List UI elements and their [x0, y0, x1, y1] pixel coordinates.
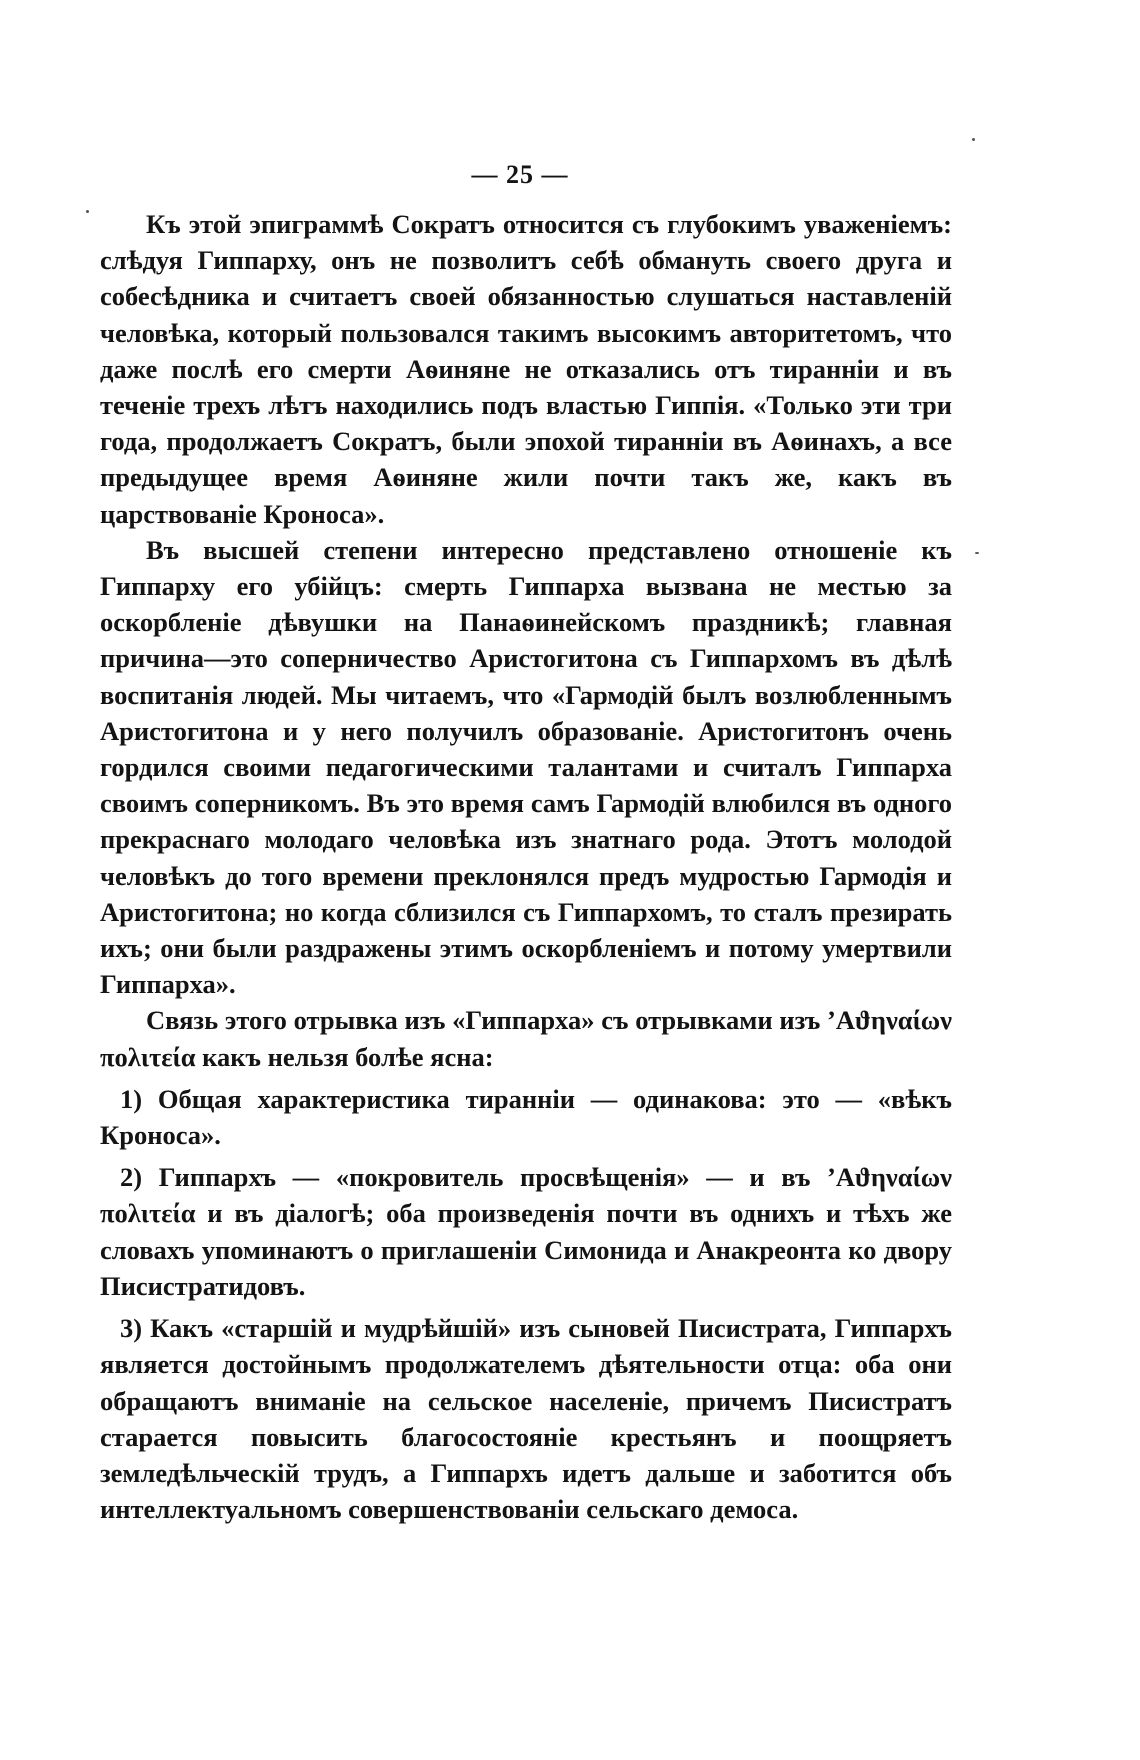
- paragraph-connection: Связь этого отрывка изъ «Гиппарха» съ отрывками изъ ʼΑϑηναίων πολιτεία какъ нельзя болѣе ясна:: [100, 1005, 952, 1072]
- ink-speck: [975, 552, 979, 554]
- page-number: — 25 —: [471, 160, 569, 189]
- list-item-1: 1) Общая характеристика тираннiи — одинакова: это — «вѣкъ Кроноса».: [100, 1083, 952, 1151]
- list-item-2: 2) Гиппархъ — «покровитель просвѣщенія» — и въ ʼΑϑηναίων πολιτεία и въ діалогѣ; оба произведенія почти въ однихъ и тѣхъ же словахъ упоминаютъ о приглашеніи Симонида и Анакреонта ко двору Писистратидовъ.: [100, 1162, 952, 1301]
- paragraph-murderers: Въ высшей степени интересно представлено отношеніе къ Гиппарху его убійцъ: смерть Гиппарха вызвана не местью за оскорбленіе дѣвушки на Панаѳинейскомъ праздникѣ; главная причина—это соперничество Аристогитона съ Гиппархомъ въ дѣлѣ воспитанія людей. Мы читаемъ, что «Гармодій былъ возлюбленнымъ Аристогитона и у него получилъ образованіе. Аристогитонъ очень гордился своими педагогическими талантами и считалъ Гиппарха своимъ соперникомъ. Въ это время самъ Гармодій влюбился въ одного прекраснаго молодаго человѣка изъ знатнаго рода. Этотъ молодой человѣкъ до того времени преклонялся предъ мудростью Гармодія и Аристогитона; но когда сблизился съ Гиппархомъ, то сталъ презирать ихъ; они были раздражены этимъ оскорбленіемъ и потому умертвили Гиппарха».: [100, 534, 952, 1000]
- list-item-3: 3) Какъ «старшій и мудрѣйшій» изъ сыновей Писистрата, Гиппархъ является достойнымъ продолжателемъ дѣятельности отца: оба они обращаютъ вниманіе на сельское населеніе, причемъ Писистратъ старается повысить благосостояніе крестьянъ и поощряетъ земледѣльческій трудъ, а Гиппархъ идетъ дальше и заботится объ интеллектуальномъ совершенствованіи сельскаго демоса.: [100, 1313, 952, 1525]
- ink-speck: [86, 210, 89, 213]
- page-text: [100, 206, 952, 1527]
- ink-speck: [972, 138, 975, 141]
- paragraph-epigram: Къ этой эпиграммѣ Сократъ относится съ глубокимъ уваженіемъ: слѣдуя Гиппарху, онъ не позволитъ себѣ обмануть своего друга и собесѣдника и считаетъ своей обязанностью слушаться наставленій человѣка, который пользовался такимъ высокимъ авторитетомъ, что даже послѣ его смерти Аѳиняне не отказались отъ тираннiи и въ теченіе трехъ лѣтъ находились подъ властью Гиппія. «Только эти три года, продолжаетъ Сократъ, были эпохой тираннiи въ Аѳинахъ, а все предыдущее время Аѳиняне жили почти такъ же, какъ въ царствованіе Кроноса».: [100, 209, 952, 529]
